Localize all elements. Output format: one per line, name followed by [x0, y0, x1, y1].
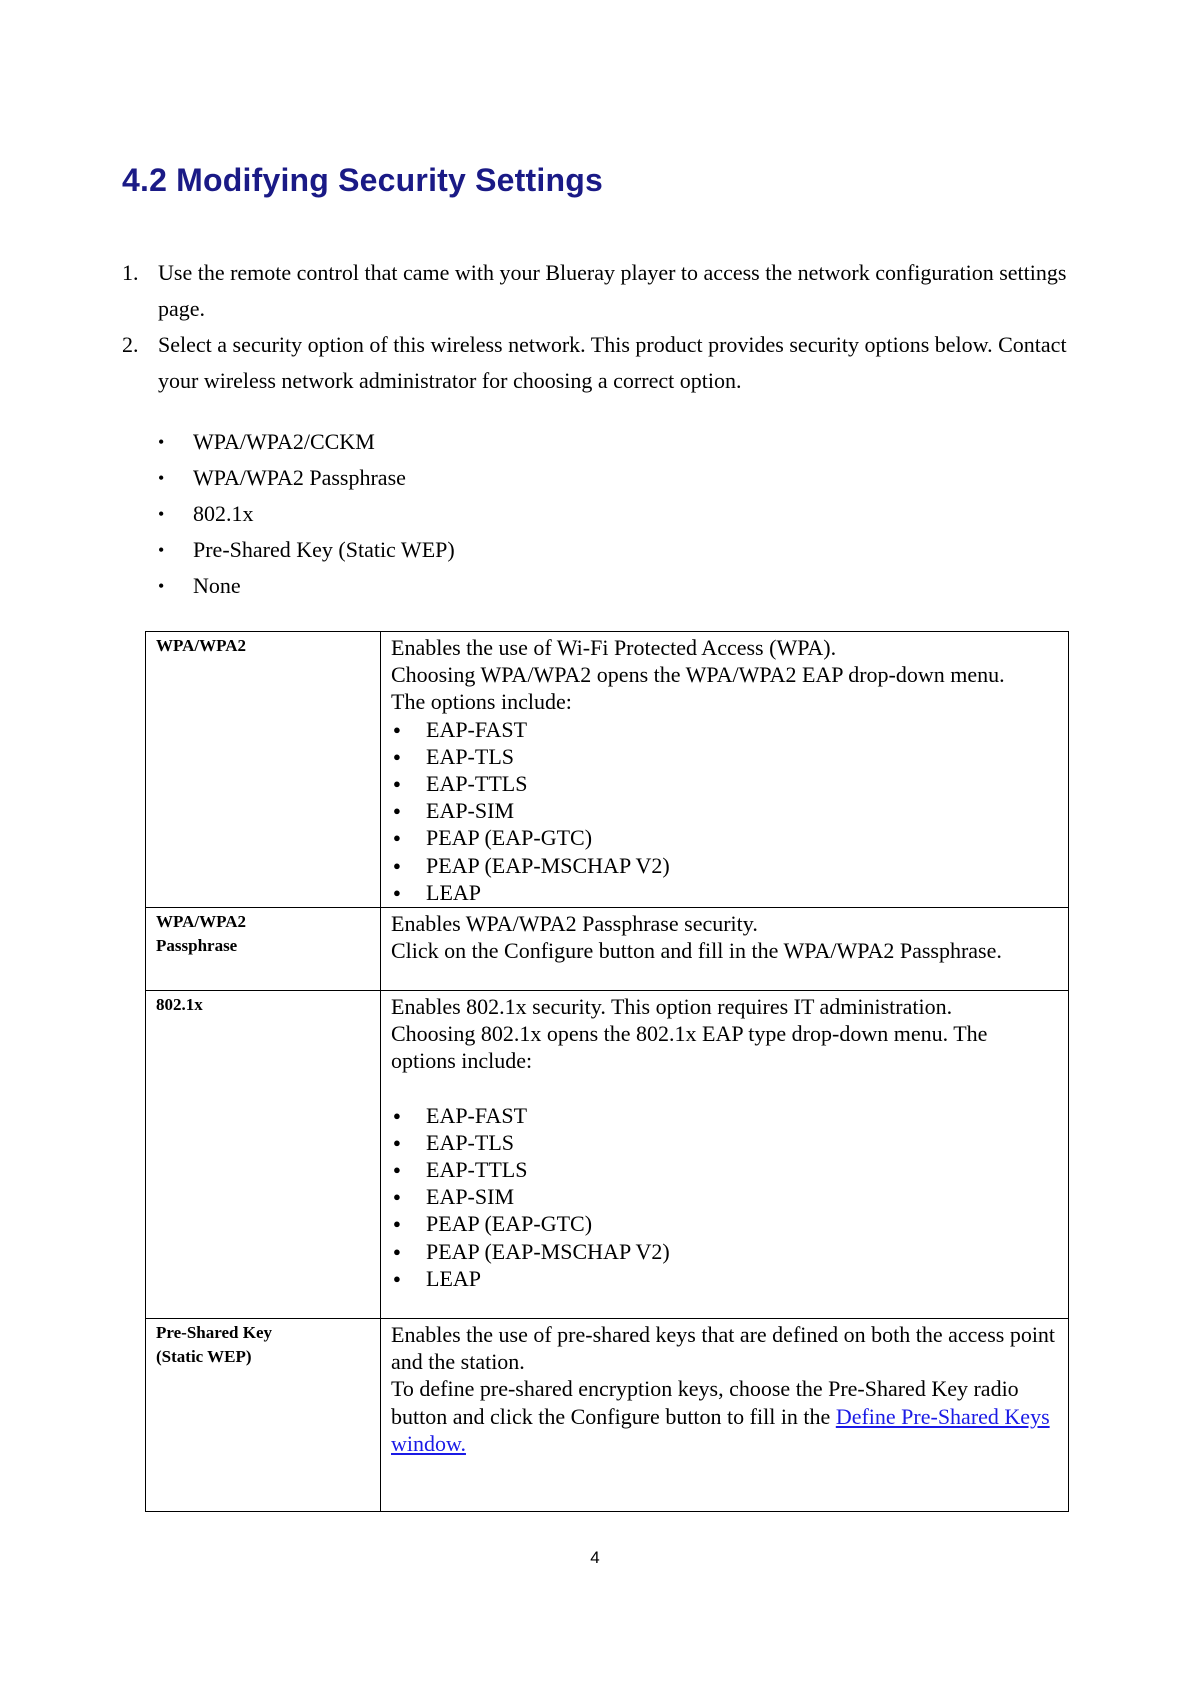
description-line: Enables WPA/WPA2 Passphrase security.: [391, 911, 758, 936]
description-line: The options include:: [391, 689, 572, 715]
security-option: • WPA/WPA2 Passphrase: [158, 460, 455, 496]
eap-option: ● EAP-FAST: [391, 716, 1058, 743]
table-row: [146, 991, 1069, 1319]
eap-option: ● EAP-TLS: [391, 743, 1058, 770]
row-description: [381, 991, 1069, 1319]
description-text: To define pre-shared encryption keys, choose the Pre-Shared Key radio button and click the Configure button to fill in the: [391, 1376, 1019, 1429]
step-number: 2.: [122, 332, 139, 357]
eap-option: ● EAP-SIM: [391, 1183, 1058, 1210]
eap-option: ● PEAP (EAP-MSCHAP V2): [391, 1238, 1058, 1265]
row-label-text: (Static WEP): [156, 1347, 252, 1366]
eap-option: ● EAP-TTLS: [391, 1156, 1058, 1183]
row-label-text: Passphrase: [156, 936, 238, 955]
section-heading: 4.2 Modifying Security Settings: [122, 162, 603, 198]
table-row: [146, 632, 1069, 908]
description-line: Click on the Configure button and fill in the WPA/WPA2 Passphrase.: [391, 938, 1002, 964]
description-line: options include:: [391, 1048, 533, 1074]
eap-option: ● PEAP (EAP-GTC): [391, 1210, 1058, 1237]
row-label-text: 802.1x: [156, 995, 203, 1014]
eap-option: ● LEAP: [391, 1265, 1058, 1292]
description-line: Choosing 802.1x opens the 802.1x EAP type drop-down menu. The: [391, 1021, 988, 1047]
step-item: [122, 255, 1082, 327]
row-label-text: Pre-Shared Key: [156, 1323, 272, 1342]
table-row: [146, 1319, 1069, 1512]
security-option: • WPA/WPA2/CCKM: [158, 424, 455, 460]
eap-option: ● EAP-TLS: [391, 1129, 1058, 1156]
define-pre-shared-keys-link[interactable]: Define Pre-Shared Keys window.: [391, 1403, 1050, 1456]
eap-option: ● LEAP: [391, 879, 1058, 906]
eap-option: ● EAP-FAST: [391, 1102, 1058, 1129]
security-option: • 802.1x: [158, 496, 455, 532]
table-row: [146, 908, 1069, 991]
eap-option: ● PEAP (EAP-GTC): [391, 824, 1058, 851]
page-number: 4: [590, 1548, 600, 1567]
security-options-table: [145, 631, 1069, 1512]
row-label-text: WPA/WPA2: [156, 636, 247, 655]
description-line: Enables the use of Wi-Fi Protected Access (WPA).: [391, 635, 837, 660]
row-label: [146, 908, 381, 991]
description-line: Choosing WPA/WPA2 opens the WPA/WPA2 EAP drop-down menu.: [391, 662, 1005, 688]
row-label: [146, 1319, 381, 1512]
row-label: [146, 991, 381, 1319]
row-label-text: WPA/WPA2: [156, 912, 247, 931]
description-paragraph: [391, 1375, 1058, 1457]
step-number: 1.: [122, 260, 139, 285]
row-label: [146, 632, 381, 908]
description-line: Enables 802.1x security. This option requires IT administration.: [391, 994, 953, 1019]
eap-options-list: [391, 1102, 1058, 1292]
steps-list: [122, 255, 1082, 399]
step-text: Use the remote control that came with your Blueray player to access the network configuration settings page.: [158, 260, 1067, 321]
row-description: [381, 632, 1069, 908]
security-option: • None: [158, 568, 455, 604]
step-text: Select a security option of this wireless network. This product provides security options below. Contact your wireless network administrator for choosing a correct option.: [158, 332, 1067, 393]
eap-option: ● PEAP (EAP-MSCHAP V2): [391, 852, 1058, 879]
security-options-list: [158, 424, 455, 604]
row-description: [381, 908, 1069, 991]
eap-options-list: [391, 716, 1058, 906]
row-description: [381, 1319, 1069, 1512]
step-item: [122, 327, 1082, 399]
eap-option: ● EAP-SIM: [391, 797, 1058, 824]
spacer: [391, 1075, 1058, 1102]
eap-option: ● EAP-TTLS: [391, 770, 1058, 797]
description-paragraph: Enables the use of pre-shared keys that are defined on both the access point and the station.: [391, 1322, 1056, 1375]
security-option: • Pre-Shared Key (Static WEP): [158, 532, 455, 568]
